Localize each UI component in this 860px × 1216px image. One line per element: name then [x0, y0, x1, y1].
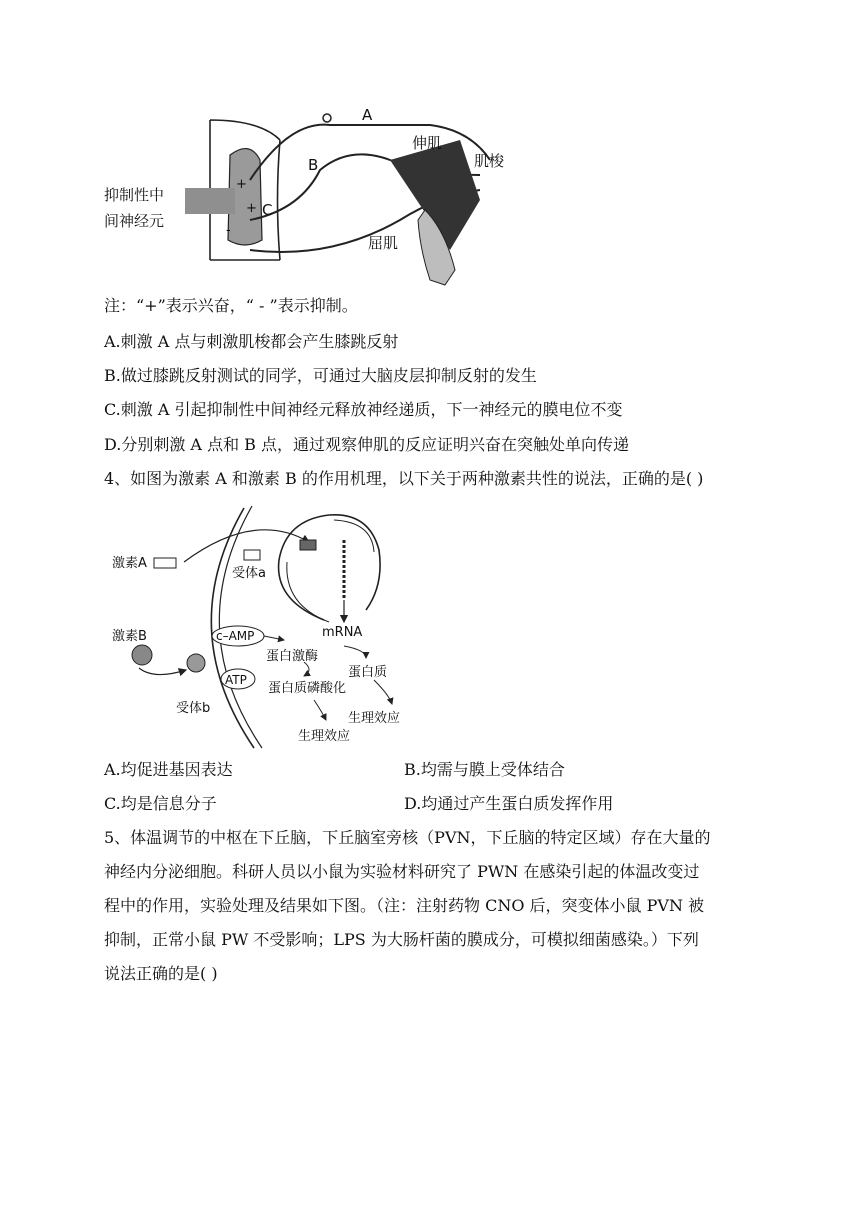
q5-line-5: 说法正确的是( ): [104, 964, 218, 983]
hormone-a-shape: [154, 558, 176, 568]
label-mrna: mRNA: [322, 625, 363, 640]
label-camp: c–AMP: [216, 629, 255, 643]
q5-line-2: 神经内分泌细胞。科研人员以小鼠为实验材料研究了 PWN 在感染引起的体温改变过: [104, 862, 700, 881]
label-protein: 蛋白质: [348, 665, 388, 680]
label-receptor-b: 受体b: [176, 701, 211, 716]
label-c: C: [262, 201, 273, 219]
label-inhibitory-1: 抑制性中: [104, 186, 165, 204]
label-spindle: 肌梭: [474, 152, 505, 170]
q3-option-b: B.做过膝跳反射测试的同学，可通过大脑皮层抑制反射的发生: [104, 366, 537, 385]
q4-option-d: D.均通过产生蛋白质发挥作用: [404, 794, 614, 813]
label-b: B: [308, 156, 319, 174]
label-a: A: [362, 106, 373, 124]
label-flexor: 屈肌: [368, 234, 399, 252]
q3-note: 注：“+”表示兴奋，“ - ”表示抑制。: [104, 296, 358, 315]
plus-sign-1: +: [236, 177, 247, 192]
q5-line-1: 5、体温调节的中枢在下丘脑，下丘脑室旁核（PVN，下丘脑的特定区域）存在大量的: [104, 828, 711, 847]
q4-option-b: B.均需与膜上受体结合: [404, 760, 565, 779]
minus-sign: -: [226, 223, 231, 238]
q5-line-4: 抑制，正常小鼠 PW 不受影响；LPS 为大肠杆菌的膜成分，可模拟细菌感染。）下列: [104, 930, 699, 949]
plus-sign-2: +: [246, 201, 257, 216]
reflex-arc-diagram: [100, 100, 520, 290]
label-phosphorylation: 蛋白质磷酸化: [268, 681, 347, 696]
label-hormone-a: 激素A: [112, 556, 147, 571]
hormone-b-shape: [132, 645, 152, 665]
q4-stem: 4、如图为激素 A 和激素 B 的作用机理，以下关于两种激素共性的说法，正确的是( ): [104, 469, 704, 488]
q5-line-3: 程中的作用，实验处理及结果如下图。（注：注射药物 CNO 后，突变体小鼠 PVN 被: [104, 896, 705, 915]
label-extensor: 伸肌: [412, 134, 443, 152]
label-atp: ATP: [225, 673, 247, 687]
label-inhibitory-2: 间神经元: [104, 212, 165, 230]
q4-option-a: A.均促进基因表达: [104, 760, 233, 779]
label-receptor-a: 受体a: [232, 566, 266, 581]
label-effect-2: 生理效应: [298, 729, 351, 744]
receptor-a-shape: [244, 550, 260, 560]
hormone-mechanism-diagram: [104, 500, 424, 750]
label-hormone-b: 激素B: [112, 629, 147, 644]
q3-option-a: A.刺激 A 点与刺激肌梭都会产生膝跳反射: [104, 332, 399, 351]
label-protein-kinase: 蛋白激酶: [266, 649, 319, 664]
label-effect-1: 生理效应: [348, 711, 401, 726]
q3-option-d: D.分别刺激 A 点和 B 点，通过观察伸肌的反应证明兴奋在突触处单向传递: [104, 435, 630, 454]
inhibitory-interneuron-block: [185, 188, 235, 214]
q3-option-c: C.刺激 A 引起抑制性中间神经元释放神经递质，下一神经元的膜电位不变: [104, 400, 623, 419]
q4-option-c: C.均是信息分子: [104, 794, 217, 813]
receptor-b-shape: [187, 654, 205, 672]
